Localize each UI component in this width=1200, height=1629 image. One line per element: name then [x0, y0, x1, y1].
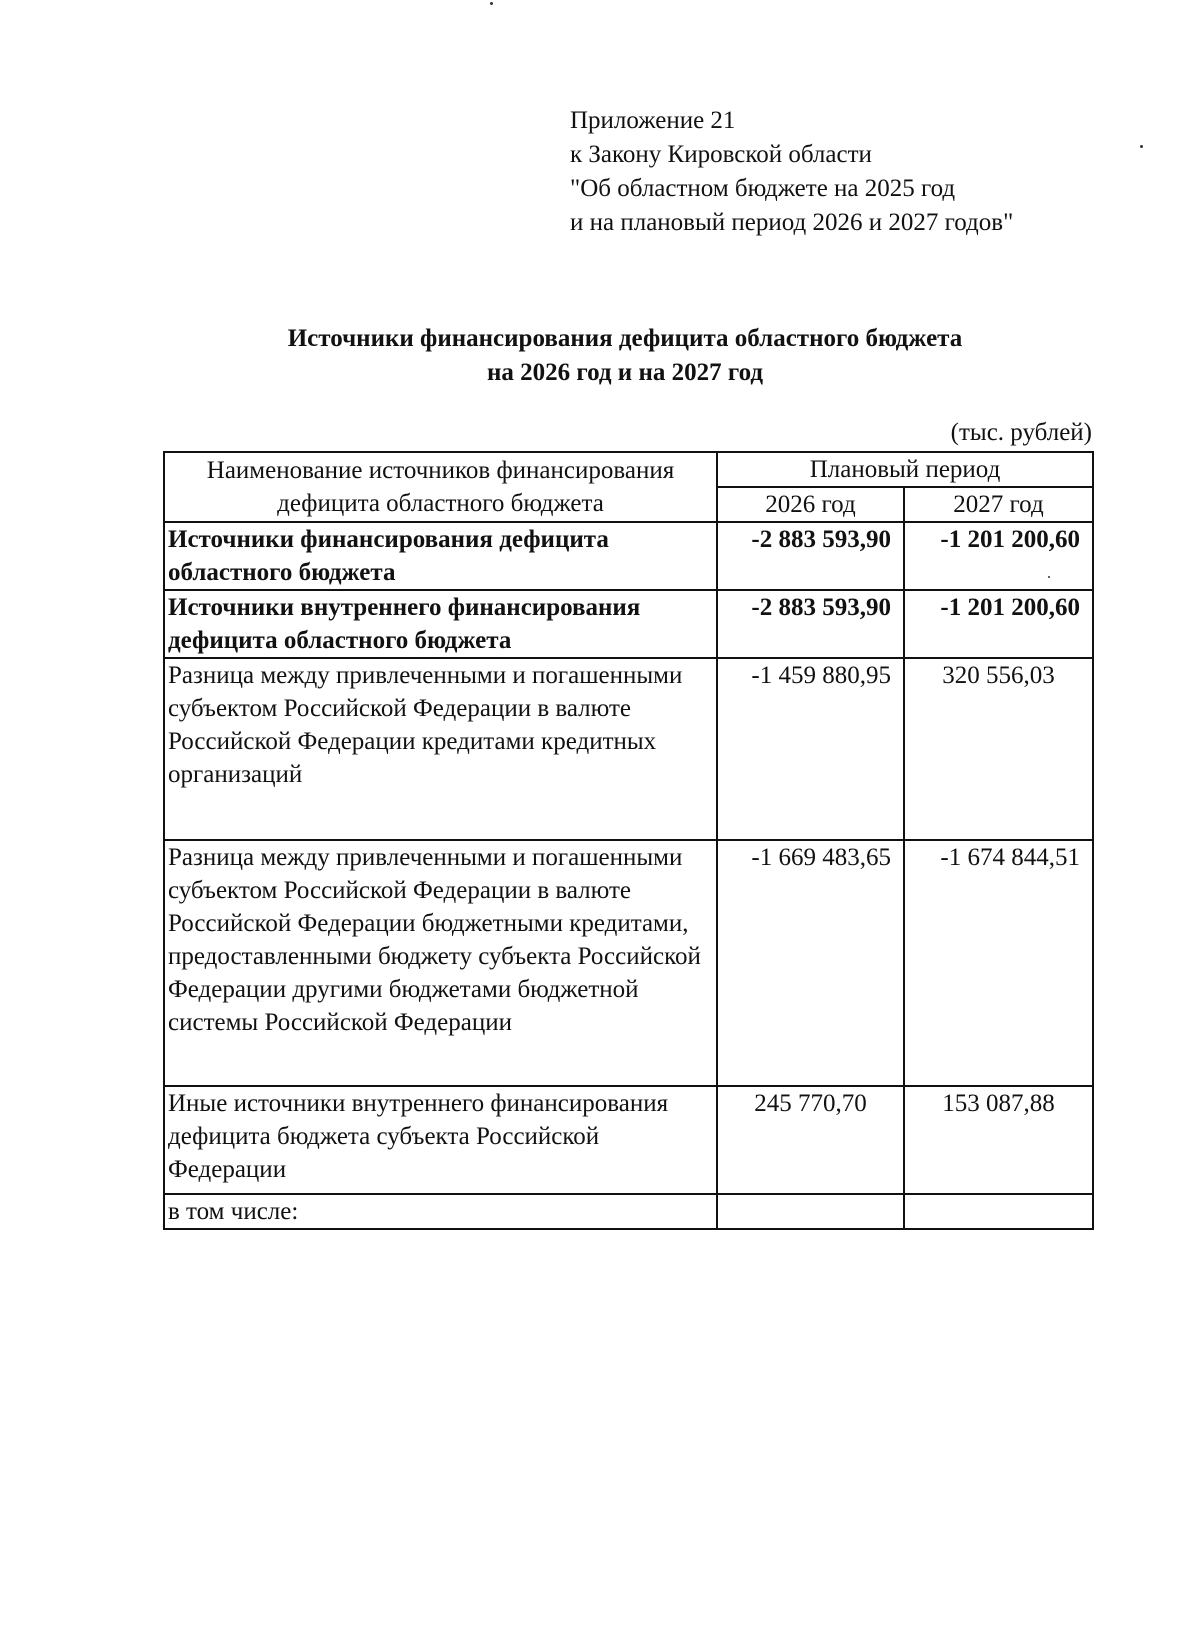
- header-year-2026: 2026 год: [717, 487, 904, 522]
- row-value-2026: -1 459 880,95: [717, 658, 904, 840]
- header-name: Наименование источников финансирования дефицита областного бюджета: [164, 452, 717, 522]
- row-name: Иные источники внутреннего финансирования дефицита бюджета субъекта Российской Федерации: [164, 1086, 717, 1194]
- table-row: [164, 1194, 1093, 1229]
- row-name: Разница между привлеченными и погашенными субъектом Российской Федерации в валюте Российской Федерации бюджетными кредитами, предоставленными бюджету субъекта Российской Федерации другими бюджетами бюджетной системы Российской Федерации: [164, 840, 717, 1086]
- table-row: [164, 658, 1093, 840]
- row-value-2026: -2 883 593,90: [717, 590, 904, 658]
- row-value-2026: -2 883 593,90: [717, 522, 904, 590]
- scan-speck: [490, 2, 493, 5]
- financing-sources-table: [163, 451, 1094, 1230]
- document-title: [160, 322, 1090, 390]
- table-row: [164, 840, 1093, 1086]
- row-name: в том числе:: [164, 1194, 717, 1229]
- scan-speck: [1048, 576, 1050, 578]
- row-name: Разница между привлеченными и погашенными субъектом Российской Федерации в валюте Российской Федерации кредитами кредитных организаций: [164, 658, 717, 840]
- title-line-2: на 2026 год и на 2027 год: [486, 359, 764, 386]
- row-value-2026: 245 770,70: [717, 1086, 904, 1194]
- appendix-block: [570, 104, 1013, 240]
- appendix-line-1: Приложение 21: [570, 107, 736, 134]
- row-value-2027: -1 201 200,60: [904, 590, 1093, 658]
- row-value-2027: -1 674 844,51: [904, 840, 1093, 1086]
- row-value-2027: 153 087,88: [904, 1086, 1093, 1194]
- appendix-line-3: "Об областном бюджете на 2025 год: [570, 175, 956, 202]
- appendix-line-4: и на плановый период 2026 и 2027 годов": [570, 209, 1014, 236]
- row-value-2027: [904, 1194, 1093, 1229]
- table-header-row: [164, 452, 1093, 487]
- table-row: [164, 590, 1093, 658]
- row-value-2026: [717, 1194, 904, 1229]
- title-line-1: Источники финансирования дефицита областного бюджета: [287, 325, 963, 352]
- row-value-2027: 320 556,03: [904, 658, 1093, 840]
- table-row: [164, 1086, 1093, 1194]
- row-value-2027: -1 201 200,60: [904, 522, 1093, 590]
- appendix-line-2: к Закону Кировской области: [570, 141, 872, 168]
- header-period: Плановый период: [717, 452, 1093, 487]
- row-name: Источники финансирования дефицита областного бюджета: [164, 522, 717, 590]
- row-name: Источники внутреннего финансирования дефицита областного бюджета: [164, 590, 717, 658]
- table-row: [164, 522, 1093, 590]
- scan-speck: [1140, 145, 1143, 148]
- row-value-2026: -1 669 483,65: [717, 840, 904, 1086]
- header-year-2027: 2027 год: [904, 487, 1093, 522]
- units-label: (тыс. рублей): [950, 419, 1092, 446]
